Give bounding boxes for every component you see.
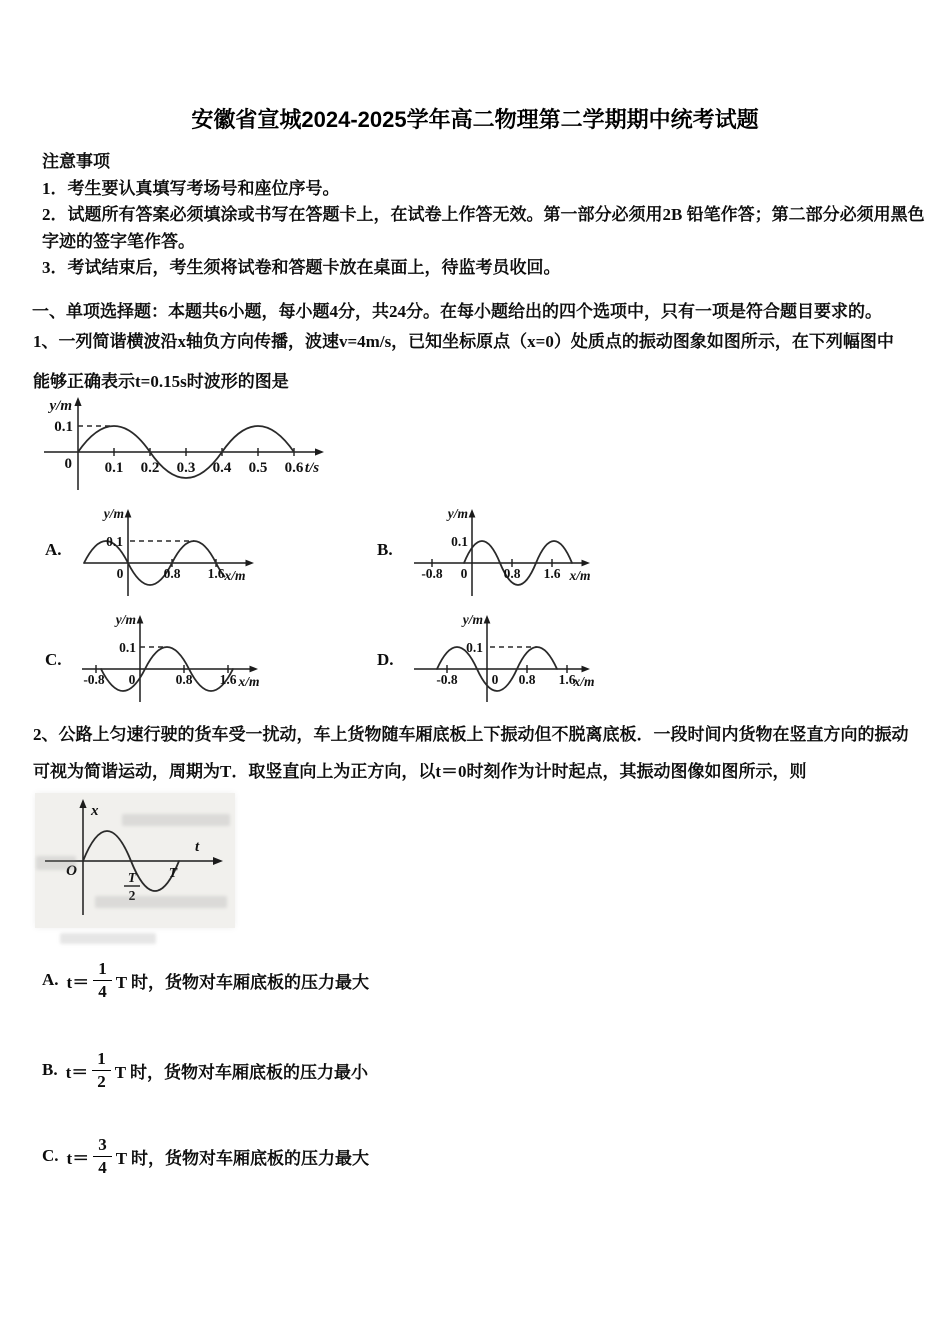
t-tick-label: 0.1 (104, 460, 124, 476)
t-tick-label: 0.4 (212, 460, 232, 476)
scan-artifact (60, 933, 156, 944)
x-tick-label: 1.6 (558, 672, 576, 687)
q2-option-b-equation: t＝ (65, 1062, 89, 1082)
x-tick-label: -0.8 (83, 672, 105, 687)
q2-option-c (42, 1124, 369, 1188)
x-tick-label: 0.8 (163, 566, 181, 581)
scan-artifact (95, 896, 227, 908)
q2-option-c-equation: t＝ (66, 1148, 90, 1168)
origin-label: 0 (64, 456, 72, 472)
x-axis-arrow-icon (250, 666, 259, 673)
x-tick-label: -0.8 (421, 566, 443, 581)
x-tick-label: 0 (116, 566, 124, 581)
t-axis-arrow-icon (213, 857, 223, 865)
y-axis-arrow-icon (484, 615, 491, 624)
q1-option-d-label: D. (377, 650, 394, 669)
fraction (93, 1135, 112, 1177)
fraction (92, 1049, 111, 1091)
t-tick-label: 0.6 (284, 460, 304, 476)
x-axis-label: x/m (224, 568, 246, 583)
q2-option-a (42, 948, 369, 1012)
x-tick-label: -0.8 (436, 672, 458, 687)
question-1-line-2: 能够正确表示t=0.15s时波形的图是 (33, 372, 289, 391)
t-tick-label: 0.5 (248, 460, 268, 476)
x-tick-label: 1.6 (543, 566, 561, 581)
y-axis-label: x (91, 803, 99, 819)
fraction-numerator: 3 (93, 1135, 112, 1157)
q2-option-b (42, 1038, 368, 1102)
t-axis-label: t (195, 839, 200, 855)
y-axis-arrow-icon (125, 509, 132, 518)
fraction-denominator: 4 (98, 981, 107, 1001)
y-axis-label: y/m (115, 612, 136, 627)
origin-label: O (66, 863, 77, 879)
amplitude-label: 0.1 (451, 534, 468, 549)
fraction (93, 959, 112, 1001)
x-axis-label: x/m (238, 674, 260, 689)
x-axis-arrow-icon (582, 666, 591, 673)
fraction-denominator: 2 (97, 1071, 106, 1091)
x-axis-arrow-icon (582, 560, 591, 567)
q1-vibration-graph (42, 394, 332, 496)
half-period-numerator: T (127, 870, 137, 885)
q2-option-c-label: C. (42, 1146, 59, 1165)
y-axis-arrow-icon (79, 799, 86, 808)
y-axis-arrow-icon (74, 397, 81, 406)
t-tick-label: 0.3 (176, 460, 196, 476)
scan-artifact (36, 856, 76, 870)
x-axis-label: x/m (573, 674, 595, 689)
fraction-denominator: 4 (98, 1157, 107, 1177)
y-axis-label: y/m (447, 506, 468, 521)
x-tick-label: 1.6 (207, 566, 225, 581)
amplitude-label: 0.1 (54, 419, 73, 435)
y-axis-label: y/m (462, 612, 483, 627)
x-tick-label: 0 (491, 672, 499, 687)
q2-option-b-label: B. (42, 1060, 58, 1079)
q2-option-a-label: A. (42, 970, 59, 989)
q2-option-a-equation: t＝ (66, 972, 90, 992)
fraction-numerator: 1 (92, 1049, 111, 1071)
q1-option-c-graph (80, 612, 265, 707)
y-axis-arrow-icon (469, 509, 476, 518)
half-period-denominator: 2 (128, 888, 136, 903)
x-axis-arrow-icon (246, 560, 255, 567)
x-tick-label: 0.8 (175, 672, 193, 687)
notice-item-2: 2．试题所有答案必须填涂或书写在答题卡上，在试卷上作答无效。第一部分必须用2B 铅笔作答；第二部分必须用黑色字迹的签字笔作答。 (42, 205, 925, 251)
q1-option-a-graph (82, 506, 267, 601)
period-label: T (168, 865, 178, 880)
question-2-line-1: 2、公路上匀速行驶的货车受一扰动，车上货物随车厢底板上下振动但不脱离底板．一段时间内货物在竖直方向的振动 (33, 725, 909, 744)
y-axis-label: y/m (103, 506, 124, 521)
scan-artifact (122, 814, 230, 826)
t-axis-label: t/s (304, 460, 320, 476)
y-axis-label: y/m (49, 398, 72, 414)
x-tick-label: 0 (460, 566, 468, 581)
section-1-heading: 一、单项选择题：本题共6小题，每小题4分，共24分。在每小题给出的四个选项中，只有一项是符合题目要求的。 (32, 302, 882, 321)
q1-option-c-label: C. (45, 650, 62, 669)
t-axis-arrow-icon (315, 448, 324, 455)
q1-option-d-graph (412, 612, 597, 707)
question-2-line-2: 可视为简谐运动，周期为T．取竖直向上为正方向，以t＝0时刻作为计时起点，其振动图像如图所示，则 (33, 762, 807, 781)
q2-option-a-text: T 时，货物对车厢底板的压力最大 (115, 972, 369, 992)
q2-option-b-text: T 时，货物对车厢底板的压力最小 (114, 1062, 369, 1082)
x-tick-label: 0.8 (518, 672, 536, 687)
amplitude-label: 0.1 (466, 640, 483, 655)
q1-option-a-label: A. (45, 540, 62, 559)
q1-option-b-graph (412, 506, 597, 601)
amplitude-label: 0.1 (119, 640, 136, 655)
x-tick-label: 0.8 (503, 566, 521, 581)
q2-option-c-text: T 时，货物对车厢底板的压力最大 (115, 1148, 369, 1168)
x-tick-label: 0 (128, 672, 136, 687)
x-axis-label: x/m (569, 568, 591, 583)
page-title: 安徽省宣城2024-2025学年高二物理第二学期期中统考试题 (191, 107, 759, 132)
amplitude-label: 0.1 (106, 534, 123, 549)
y-axis-arrow-icon (137, 615, 144, 624)
notice-block (42, 149, 930, 282)
x-tick-label: 1.6 (219, 672, 237, 687)
question-1-line-1: 1、一列简谐横波沿x轴负方向传播，波速v=4m/s，已知坐标原点（x=0）处质点的振动图象如图所示，在下列幅图中 (33, 332, 894, 351)
q1-option-b-label: B. (377, 540, 393, 559)
fraction-numerator: 1 (93, 959, 112, 981)
t-tick-label: 0.2 (140, 460, 160, 476)
notice-item-3: 3．考试结束后，考生须将试卷和答题卡放在桌面上，待监考员收回。 (42, 258, 561, 277)
notice-heading: 注意事项 (42, 152, 110, 171)
notice-item-1: 1．考生要认真填写考场号和座位序号。 (42, 178, 340, 198)
